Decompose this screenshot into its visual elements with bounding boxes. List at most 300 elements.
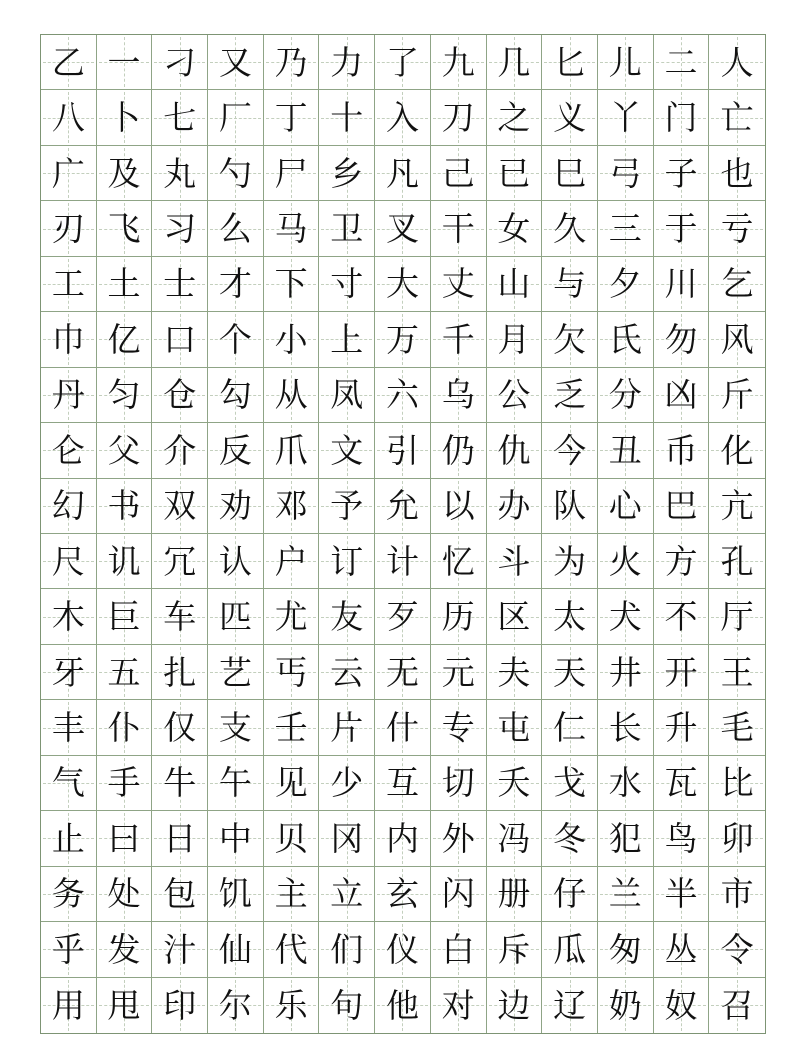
character: 瓜 (553, 929, 587, 969)
grid-cell (152, 257, 208, 312)
character: 以 (441, 486, 475, 526)
character: 口 (163, 319, 197, 359)
character: 子 (664, 153, 698, 193)
grid-cell (152, 867, 208, 922)
character: 乙 (51, 42, 85, 82)
character: 勿 (664, 319, 698, 359)
grid-cell (264, 645, 320, 700)
character: 劝 (218, 486, 252, 526)
grid-cell (542, 257, 598, 312)
grid-cell (41, 201, 97, 256)
grid-cell (487, 756, 543, 811)
grid-cell (152, 479, 208, 534)
grid-cell (152, 312, 208, 367)
grid-cell (654, 35, 710, 90)
grid-cell (431, 756, 487, 811)
character: 对 (441, 985, 475, 1025)
grid-cell (542, 589, 598, 644)
grid-cell (654, 479, 710, 534)
grid-cell (375, 257, 431, 312)
grid-cell (542, 146, 598, 201)
character: 爪 (274, 430, 308, 470)
character: 亢 (720, 486, 754, 526)
grid-cell (41, 589, 97, 644)
character: 文 (330, 430, 364, 470)
character: 元 (441, 652, 475, 692)
grid-cell (97, 867, 153, 922)
character: 仆 (107, 708, 141, 748)
character: 也 (720, 153, 754, 193)
grid-cell (709, 922, 765, 977)
grid-cell (654, 700, 710, 755)
grid-cell (487, 645, 543, 700)
character: 公 (497, 375, 531, 415)
grid-cell (319, 312, 375, 367)
character: 止 (51, 818, 85, 858)
grid-cell (375, 312, 431, 367)
character: 中 (218, 818, 252, 858)
character: 叉 (385, 209, 419, 249)
grid-cell (208, 922, 264, 977)
grid-cell (208, 645, 264, 700)
grid-cell (208, 423, 264, 478)
grid-cell (542, 645, 598, 700)
character: 已 (497, 153, 531, 193)
grid-cell (319, 146, 375, 201)
character: 令 (720, 929, 754, 969)
character: 丑 (608, 430, 642, 470)
grid-cell (487, 423, 543, 478)
grid-cell (208, 589, 264, 644)
character: 们 (330, 929, 364, 969)
grid-cell (598, 867, 654, 922)
grid-cell (709, 90, 765, 145)
grid-cell (598, 922, 654, 977)
grid-cell (97, 90, 153, 145)
character: 欠 (553, 319, 587, 359)
character: 土 (107, 264, 141, 304)
grid-cell (97, 589, 153, 644)
grid-cell (654, 589, 710, 644)
character: 仙 (218, 929, 252, 969)
grid-cell (97, 811, 153, 866)
character: 二 (664, 42, 698, 82)
grid-cell (264, 589, 320, 644)
character: 主 (274, 874, 308, 914)
grid-cell (431, 201, 487, 256)
grid-cell (375, 756, 431, 811)
grid-cell (264, 35, 320, 90)
character: 币 (664, 430, 698, 470)
character: 务 (51, 874, 85, 914)
character: 毛 (720, 708, 754, 748)
grid-cell (375, 479, 431, 534)
character: 王 (720, 652, 754, 692)
character: 为 (553, 541, 587, 581)
character: 少 (330, 763, 364, 803)
character: 才 (218, 264, 252, 304)
character: 召 (720, 985, 754, 1025)
grid-cell (97, 368, 153, 423)
grid-cell (598, 35, 654, 90)
grid-cell (41, 368, 97, 423)
grid-cell (487, 368, 543, 423)
grid-cell (598, 589, 654, 644)
character: 用 (51, 985, 85, 1025)
character: 区 (497, 597, 531, 637)
grid-cell (375, 811, 431, 866)
character: 饥 (218, 874, 252, 914)
character: 亿 (107, 319, 141, 359)
grid-cell (542, 201, 598, 256)
grid-cell (152, 35, 208, 90)
grid-cell (542, 534, 598, 589)
grid-cell (152, 756, 208, 811)
grid-cell (598, 146, 654, 201)
character: 丫 (608, 98, 642, 138)
grid-cell (97, 479, 153, 534)
character: 比 (720, 763, 754, 803)
character: 认 (218, 541, 252, 581)
grid-cell (208, 201, 264, 256)
character: 八 (51, 98, 85, 138)
character: 云 (330, 652, 364, 692)
character: 仁 (553, 708, 587, 748)
grid-cell (375, 978, 431, 1033)
grid-cell (208, 700, 264, 755)
character: 牙 (51, 652, 85, 692)
grid-cell (208, 534, 264, 589)
grid-cell (542, 700, 598, 755)
grid-cell (97, 146, 153, 201)
character: 处 (107, 874, 141, 914)
character: 乌 (441, 375, 475, 415)
character: 匹 (218, 597, 252, 637)
grid-cell (264, 146, 320, 201)
character: 鸟 (664, 818, 698, 858)
character: 甩 (107, 985, 141, 1025)
grid-cell (208, 368, 264, 423)
character: 从 (274, 375, 308, 415)
character: 邓 (274, 486, 308, 526)
grid-cell (319, 368, 375, 423)
grid-cell (709, 645, 765, 700)
character: 无 (385, 652, 419, 692)
character: 仅 (163, 708, 197, 748)
grid-cell (654, 423, 710, 478)
character: 幻 (51, 486, 85, 526)
grid-cell (152, 90, 208, 145)
grid-cell (152, 423, 208, 478)
grid-cell (431, 312, 487, 367)
character: 巳 (553, 153, 587, 193)
character: 天 (553, 652, 587, 692)
grid-cell (375, 645, 431, 700)
character: 兰 (608, 874, 642, 914)
grid-cell (152, 811, 208, 866)
grid-cell (709, 35, 765, 90)
character: 丛 (664, 929, 698, 969)
character: 不 (664, 597, 698, 637)
character: 七 (163, 98, 197, 138)
character: 几 (497, 42, 531, 82)
character: 与 (553, 264, 587, 304)
character: 亡 (720, 98, 754, 138)
character: 手 (107, 763, 141, 803)
grid-cell (264, 368, 320, 423)
grid-cell (654, 922, 710, 977)
grid-cell (487, 922, 543, 977)
character: 乞 (720, 264, 754, 304)
character: 孔 (720, 541, 754, 581)
grid-cell (152, 645, 208, 700)
grid-cell (542, 756, 598, 811)
character: 立 (330, 874, 364, 914)
grid-cell (654, 146, 710, 201)
grid-cell (487, 146, 543, 201)
grid-cell (41, 312, 97, 367)
character: 介 (163, 430, 197, 470)
character: 干 (441, 209, 475, 249)
character: 闪 (441, 874, 475, 914)
grid-cell (431, 534, 487, 589)
character: 尔 (218, 985, 252, 1025)
character: 匕 (553, 42, 587, 82)
character: 水 (608, 763, 642, 803)
character: 玄 (385, 874, 419, 914)
grid-cell (41, 423, 97, 478)
grid-cell (208, 312, 264, 367)
grid-cell (542, 922, 598, 977)
character: 九 (441, 42, 475, 82)
grid-cell (598, 811, 654, 866)
grid-cell (375, 534, 431, 589)
grid-cell (598, 978, 654, 1033)
character: 什 (385, 708, 419, 748)
character: 双 (163, 486, 197, 526)
grid-cell (542, 35, 598, 90)
character: 山 (497, 264, 531, 304)
character: 贝 (274, 818, 308, 858)
grid-cell (431, 811, 487, 866)
character: 夕 (608, 264, 642, 304)
grid-cell (97, 201, 153, 256)
character: 乐 (274, 985, 308, 1025)
character: 人 (720, 42, 754, 82)
grid-cell (654, 756, 710, 811)
grid-cell (319, 645, 375, 700)
character: 六 (385, 375, 419, 415)
grid-cell (431, 978, 487, 1033)
grid-cell (542, 479, 598, 534)
character: 奶 (608, 985, 642, 1025)
grid-cell (598, 645, 654, 700)
grid-cell (542, 312, 598, 367)
character: 牛 (163, 763, 197, 803)
grid-cell (208, 35, 264, 90)
character: 讥 (107, 541, 141, 581)
character: 井 (608, 652, 642, 692)
character: 木 (51, 597, 85, 637)
grid-cell (709, 811, 765, 866)
character: 丸 (163, 153, 197, 193)
character: 凡 (385, 153, 419, 193)
character: 屯 (497, 708, 531, 748)
character: 开 (664, 652, 698, 692)
grid-cell (709, 368, 765, 423)
character: 小 (274, 319, 308, 359)
character: 气 (51, 763, 85, 803)
grid-cell (654, 534, 710, 589)
character: 升 (664, 708, 698, 748)
grid-cell (431, 146, 487, 201)
grid-cell (264, 867, 320, 922)
character: 冈 (330, 818, 364, 858)
grid-cell (264, 922, 320, 977)
grid-cell (709, 589, 765, 644)
grid-cell (709, 756, 765, 811)
grid-cell (319, 423, 375, 478)
character: 下 (274, 264, 308, 304)
grid-cell (431, 35, 487, 90)
character: 仓 (163, 375, 197, 415)
character: 包 (163, 874, 197, 914)
grid-cell (264, 479, 320, 534)
grid-cell (319, 534, 375, 589)
character: 巨 (107, 597, 141, 637)
character: 仑 (51, 430, 85, 470)
grid-cell (542, 423, 598, 478)
practice-grid (40, 34, 766, 1034)
character: 久 (553, 209, 587, 249)
character: 辽 (553, 985, 587, 1025)
grid-cell (208, 479, 264, 534)
grid-cell (208, 811, 264, 866)
character: 日 (163, 818, 197, 858)
character: 五 (107, 652, 141, 692)
grid-cell (264, 90, 320, 145)
character: 飞 (107, 209, 141, 249)
grid-cell (41, 700, 97, 755)
grid-cell (41, 811, 97, 866)
grid-cell (654, 312, 710, 367)
character: 乃 (274, 42, 308, 82)
grid-cell (375, 146, 431, 201)
grid-cell (487, 90, 543, 145)
grid-cell (152, 589, 208, 644)
character: 十 (330, 98, 364, 138)
character: 工 (51, 264, 85, 304)
grid-cell (431, 423, 487, 478)
character: 方 (664, 541, 698, 581)
grid-cell (208, 756, 264, 811)
character: 尸 (274, 153, 308, 193)
grid-cell (319, 201, 375, 256)
character: 化 (720, 430, 754, 470)
grid-cell (319, 756, 375, 811)
grid-cell (654, 978, 710, 1033)
grid-cell (709, 423, 765, 478)
character: 支 (218, 708, 252, 748)
character: 仔 (553, 874, 587, 914)
grid-cell (97, 645, 153, 700)
character: 士 (163, 264, 197, 304)
character: 他 (385, 985, 419, 1025)
grid-cell (97, 312, 153, 367)
character: 勾 (218, 375, 252, 415)
character: 巾 (51, 319, 85, 359)
grid-cell (208, 90, 264, 145)
character: 反 (218, 430, 252, 470)
character: 允 (385, 486, 419, 526)
character: 卫 (330, 209, 364, 249)
grid-cell (709, 312, 765, 367)
character: 寸 (330, 264, 364, 304)
character: 氏 (608, 319, 642, 359)
character: 订 (330, 541, 364, 581)
grid-cell (319, 257, 375, 312)
character: 巴 (664, 486, 698, 526)
character: 刃 (51, 209, 85, 249)
character: 历 (441, 597, 475, 637)
grid-cell (264, 312, 320, 367)
character: 卜 (107, 98, 141, 138)
character: 汁 (163, 929, 197, 969)
character: 扎 (163, 652, 197, 692)
grid-cell (654, 257, 710, 312)
grid-cell (375, 867, 431, 922)
grid-cell (264, 811, 320, 866)
grid-cell (431, 867, 487, 922)
character: 之 (497, 98, 531, 138)
character: 己 (441, 153, 475, 193)
character: 冬 (553, 818, 587, 858)
grid-cell (319, 811, 375, 866)
character: 丈 (441, 264, 475, 304)
character: 凶 (664, 375, 698, 415)
grid-cell (709, 867, 765, 922)
grid-cell (487, 479, 543, 534)
grid-cell (542, 368, 598, 423)
grid-cell (97, 257, 153, 312)
character: 冗 (163, 541, 197, 581)
character: 曰 (107, 818, 141, 858)
character: 心 (608, 486, 642, 526)
grid-cell (431, 589, 487, 644)
character: 川 (664, 264, 698, 304)
grid-cell (152, 201, 208, 256)
grid-cell (208, 146, 264, 201)
grid-cell (264, 257, 320, 312)
character: 忆 (441, 541, 475, 581)
grid-cell (598, 201, 654, 256)
character: 力 (330, 42, 364, 82)
grid-cell (431, 368, 487, 423)
character: 广 (51, 153, 85, 193)
character: 匆 (608, 929, 642, 969)
grid-cell (97, 922, 153, 977)
character: 车 (163, 597, 197, 637)
grid-cell (542, 90, 598, 145)
character: 亏 (720, 209, 754, 249)
character: 夫 (497, 652, 531, 692)
grid-cell (709, 257, 765, 312)
grid-cell (487, 700, 543, 755)
grid-cell (319, 867, 375, 922)
character: 么 (218, 209, 252, 249)
grid-cell (375, 922, 431, 977)
grid-cell (319, 479, 375, 534)
